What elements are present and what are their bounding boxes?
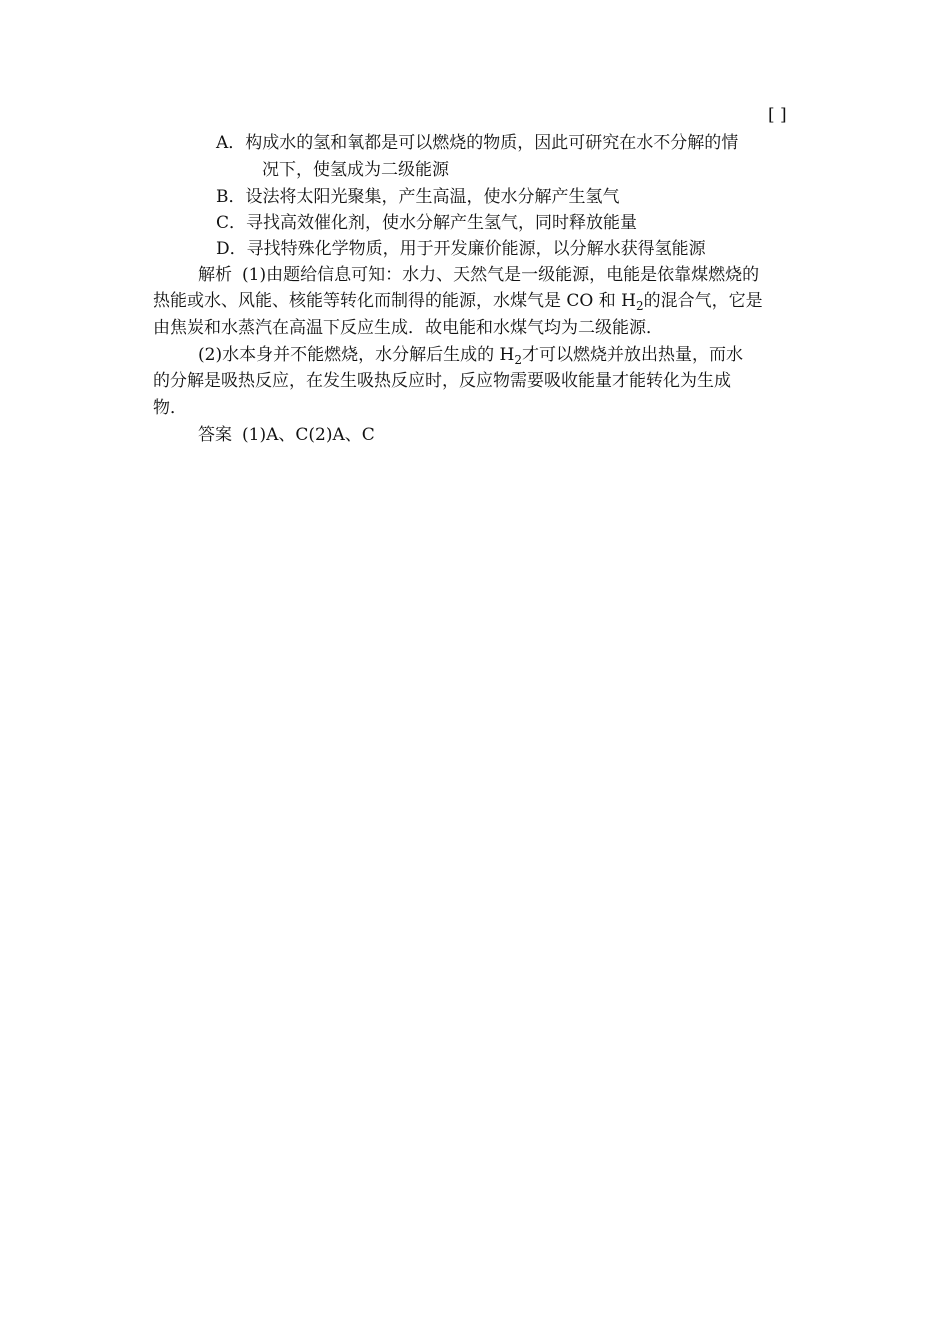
analysis-paragraph-1-line3: 由焦炭和水蒸汽在高温下反应生成．故电能和水煤气均为二级能源． <box>153 318 663 338</box>
subscript-2: 2 <box>635 299 644 313</box>
option-d: D．寻找特殊化学物质，用于开发廉价能源，以分解水获得氢能源 <box>216 239 706 259</box>
analysis-paragraph-2-line1 <box>198 342 743 368</box>
analysis-p1-line2-post: 的混合气，它是 <box>643 291 763 311</box>
analysis-paragraph-1-line1 <box>198 262 759 288</box>
analysis-paragraph-2-line3: 物． <box>153 398 187 418</box>
option-a-line1: A．构成水的氢和氧都是可以燃烧的物质，因此可研究在水不分解的情 <box>216 133 739 153</box>
answer-value: (1)A、C(2)A、C <box>242 425 375 445</box>
answer-line <box>198 422 375 448</box>
answer-bracket: [ ] <box>768 105 787 125</box>
subscript-2: 2 <box>514 353 522 367</box>
analysis-label: 解析 <box>198 265 232 285</box>
analysis-p2-line1-pre: (2)水本身并不能燃烧，水分解后生成的 H <box>198 345 515 365</box>
analysis-p2-line1-post: 才可以燃烧并放出热量，而水 <box>521 345 743 365</box>
analysis-p1-line2-pre: 热能或水、风能、核能等转化而制得的能源，水煤气是 CO 和 H <box>153 291 636 311</box>
analysis-paragraph-2-line2: 的分解是吸热反应，在发生吸热反应时，反应物需要吸收能量才能转化为生成 <box>153 371 731 391</box>
option-c: C．寻找高效催化剂，使水分解产生氢气，同时释放能量 <box>216 213 638 233</box>
option-a-line2: 况下，使氢成为二级能源 <box>262 160 449 180</box>
analysis-p1-text: (1)由题给信息可知：水力、天然气是一级能源，电能是依靠煤燃烧的 <box>242 265 760 285</box>
option-b: B．设法将太阳光聚集，产生高温，使水分解产生氢气 <box>216 187 620 207</box>
answer-label: 答案 <box>198 425 232 445</box>
analysis-paragraph-1-line2 <box>153 288 763 314</box>
